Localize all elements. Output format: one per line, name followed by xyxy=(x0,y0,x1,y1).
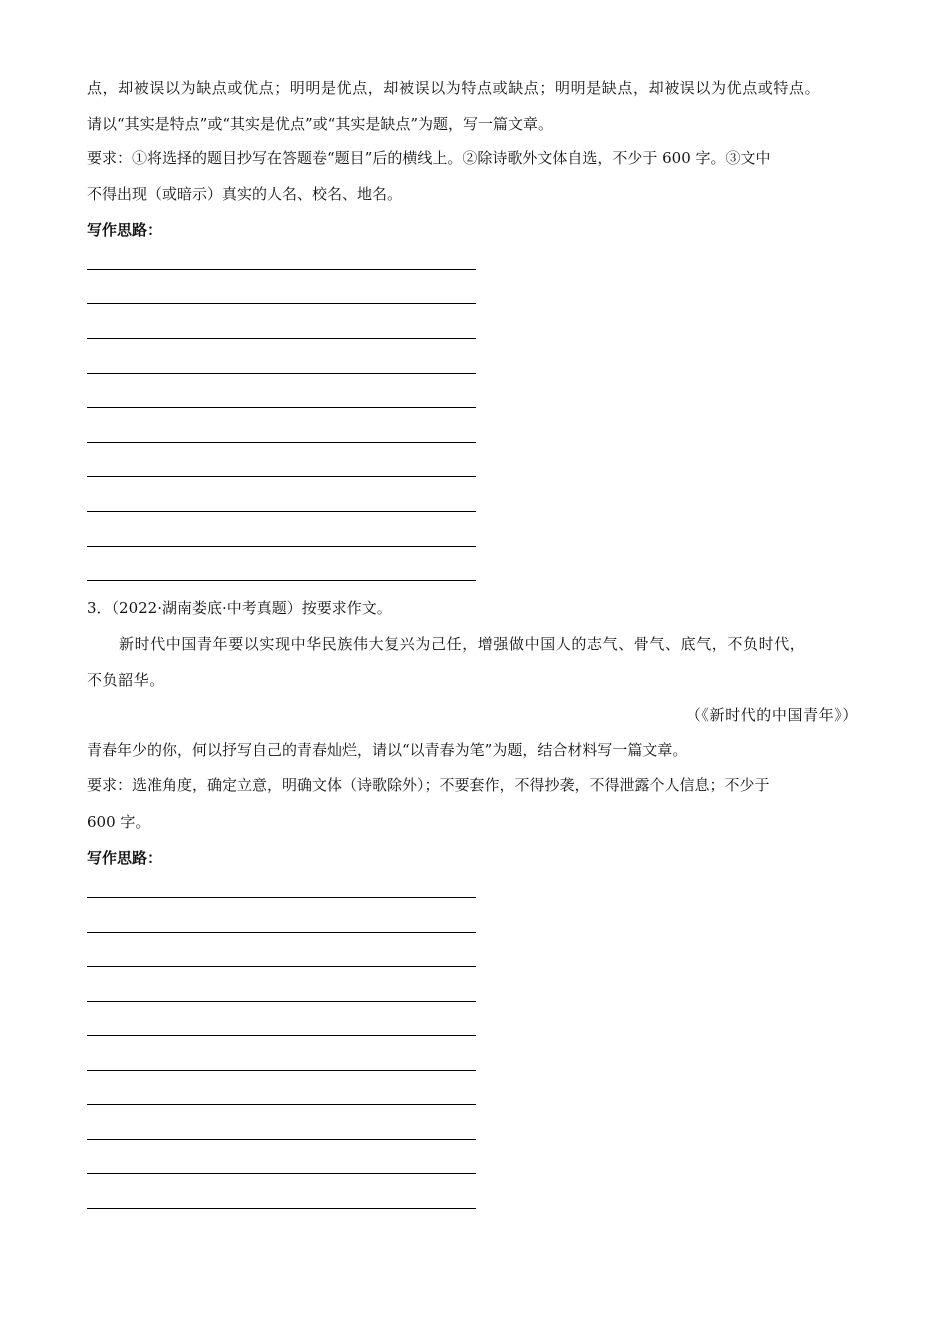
answer-line[interactable] xyxy=(87,1104,476,1105)
answer-line[interactable] xyxy=(87,269,476,270)
question-3-prompt: 青春年少的你，何以抒写自己的青春灿烂，请以“以青春为笔”为题，结合材料写一篇文章。 xyxy=(87,741,688,759)
question-3-material-line-2: 不负韶华。 xyxy=(87,671,166,689)
answer-line[interactable] xyxy=(87,1139,476,1140)
answer-line[interactable] xyxy=(87,1001,476,1002)
answer-line[interactable] xyxy=(87,932,476,933)
answer-line[interactable] xyxy=(87,476,476,477)
writing-prompt: 请以“其实是特点”或“其实是优点”或“其实是缺点”为题，写一篇文章。 xyxy=(87,115,554,133)
answer-line[interactable] xyxy=(87,546,476,547)
question-3-thinking-label: 写作思路： xyxy=(87,849,163,867)
question-3-header: 3．（2022·湖南娄底·中考真题）按要求作文。 xyxy=(87,599,392,617)
question-3-source: （《新时代的中国青年》） xyxy=(685,706,858,724)
answer-line[interactable] xyxy=(87,897,476,898)
answer-line[interactable] xyxy=(87,373,476,374)
answer-line[interactable] xyxy=(87,1035,476,1036)
answer-line[interactable] xyxy=(87,1070,476,1071)
answer-line[interactable] xyxy=(87,442,476,443)
question-3-requirements-line-2: 600 字。 xyxy=(87,813,151,831)
answer-line[interactable] xyxy=(87,1173,476,1174)
answer-line[interactable] xyxy=(87,966,476,967)
material-text-tail: 点，却被误以为缺点或优点；明明是优点，却被误以为特点或缺点；明明是缺点，却被误以为优点或特点。 xyxy=(87,79,821,97)
answer-line[interactable] xyxy=(87,1208,476,1209)
answer-line[interactable] xyxy=(87,407,476,408)
answer-line[interactable] xyxy=(87,303,476,304)
answer-line[interactable] xyxy=(87,580,476,581)
question-3-material-line-1: 新时代中国青年要以实现中华民族伟大复兴为己任，增强做中国人的志气、骨气、底气，不负时代， xyxy=(119,635,806,653)
writing-thinking-label: 写作思路： xyxy=(87,221,163,239)
requirements-line-2: 不得出现（或暗示）真实的人名、校名、地名。 xyxy=(87,185,403,203)
answer-line[interactable] xyxy=(87,511,476,512)
answer-line[interactable] xyxy=(87,338,476,339)
requirements-line-1: 要求：①将选择的题目抄写在答题卷“题目”后的横线上。②除诗歌外文体自选，不少于 600 字。③文中 xyxy=(87,149,771,167)
question-3-requirements-line-1: 要求：选准角度，确定立意，明确文体（诗歌除外）；不要套作，不得抄袭，不得泄露个人信息；不少于 xyxy=(87,776,770,794)
